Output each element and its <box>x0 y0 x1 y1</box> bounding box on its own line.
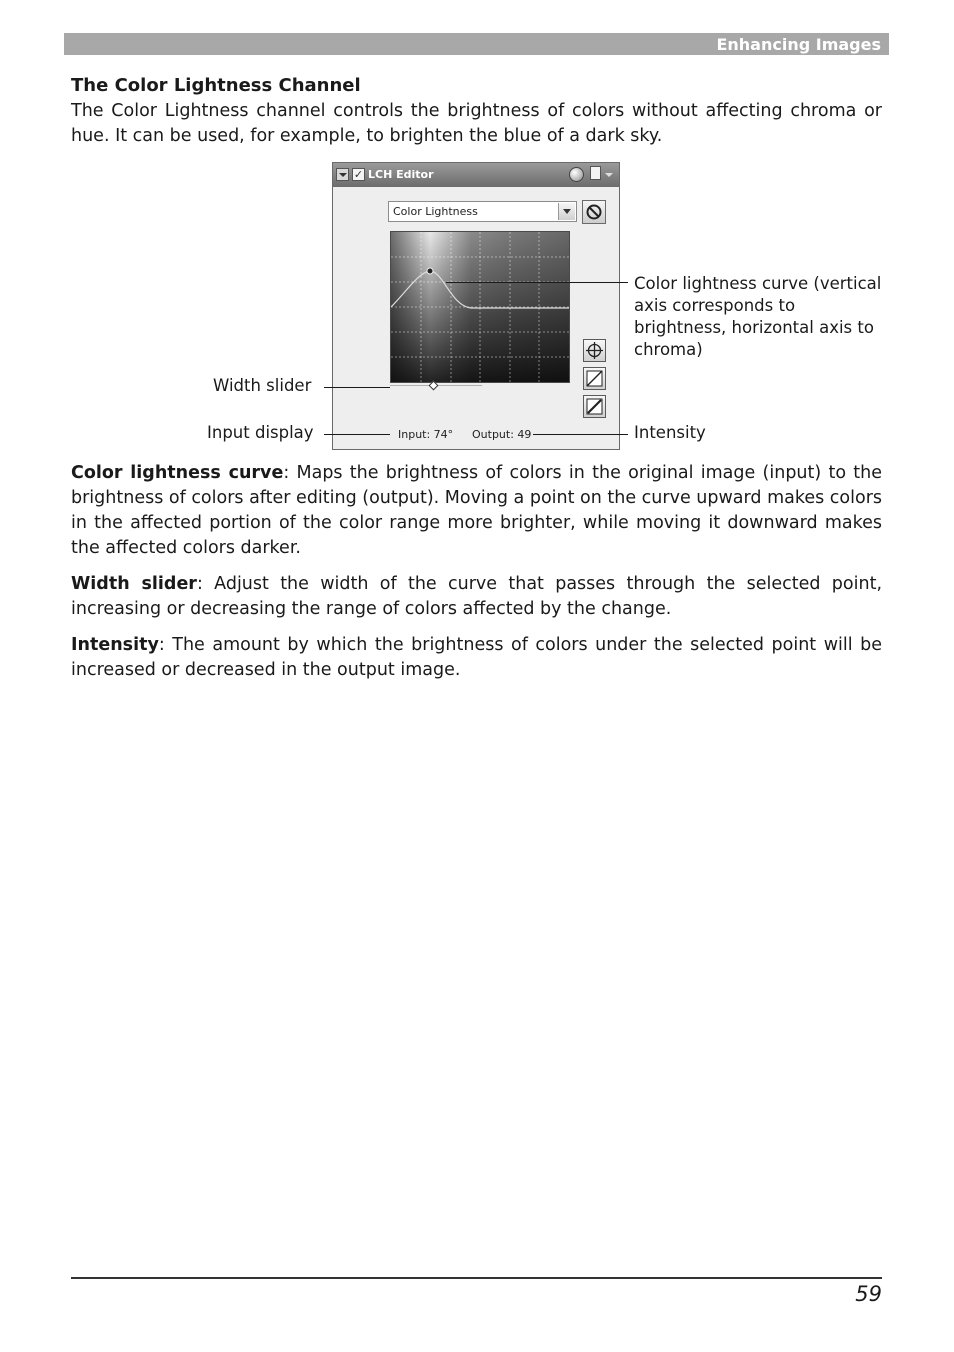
definition-width-slider <box>71 572 882 622</box>
definition-color-lightness-curve <box>71 461 882 561</box>
no-entry-icon <box>583 201 605 223</box>
palette-circle-icon[interactable] <box>569 167 584 182</box>
definition-text: : Adjust the width of the curve that passes through the selected point, increasing or decreasing the range of colors affected by the change. <box>71 574 883 619</box>
footer-rule <box>71 1277 882 1279</box>
channel-select[interactable] <box>388 201 577 222</box>
curve-callout-line <box>446 282 628 283</box>
add-point-button[interactable] <box>583 339 606 362</box>
width-slider-callout-label: Width slider <box>213 376 312 395</box>
panel-title: LCH Editor <box>368 168 434 181</box>
lch-editor-panel <box>332 162 620 450</box>
input-display-callout-label: Input display <box>207 423 314 442</box>
definition-text: : Maps the brightness of colors in the original image (input) to the brightness of colors after editing (output). Moving a point on the curve upward makes colors in the affected portion of the color range more brighter, while moving it downward makes the affected colors darker. <box>71 463 883 558</box>
definition-term: Intensity <box>71 635 159 655</box>
panel-titlebar <box>333 163 619 187</box>
input-display-callout-line <box>324 434 390 435</box>
width-slider-callout-line <box>324 387 390 388</box>
definition-term: Color lightness curve <box>71 463 284 483</box>
intro-paragraph: The Color Lightness channel controls the brightness of colors without affecting chroma or hue. It can be used, for example, to brighten the blue of a dark sky. <box>71 101 882 146</box>
page-number: 59 <box>855 1282 882 1306</box>
definition-intensity <box>71 633 882 683</box>
curve-graph <box>391 232 569 382</box>
section-title: The Color Lightness Channel <box>71 75 361 96</box>
enable-checkbox[interactable]: ✓ <box>353 168 364 181</box>
curve-linear-button[interactable] <box>583 367 606 390</box>
header-bar <box>64 33 889 55</box>
linear-curve-icon <box>584 368 605 389</box>
intensity-callout-line <box>533 434 628 435</box>
reset-button[interactable] <box>582 200 606 224</box>
menu-caret-icon[interactable] <box>605 173 613 177</box>
input-display: Input: 74° <box>398 428 454 441</box>
header-section-title: Enhancing Images <box>716 35 881 54</box>
edit-curve-icon <box>584 396 605 417</box>
definition-text: : The amount by which the brightness of colors under the selected point will be increased or decreased in the output image. <box>71 635 882 680</box>
crosshair-icon <box>584 340 605 361</box>
page-icon[interactable] <box>590 166 601 180</box>
channel-select-value: Color Lightness <box>393 205 478 218</box>
intensity-callout-label: Intensity <box>634 423 706 442</box>
chevron-down-icon[interactable] <box>558 203 575 220</box>
collapse-arrow-icon[interactable] <box>336 168 349 181</box>
color-lightness-curve-area[interactable] <box>390 231 570 383</box>
output-display: Output: 49 <box>472 428 532 441</box>
curve-callout-label: Color lightness curve (vertical axis corresponds to brightness, horizontal axis to chroma) <box>634 274 882 359</box>
definition-term: Width slider <box>71 574 197 594</box>
curve-edit-button[interactable] <box>583 395 606 418</box>
